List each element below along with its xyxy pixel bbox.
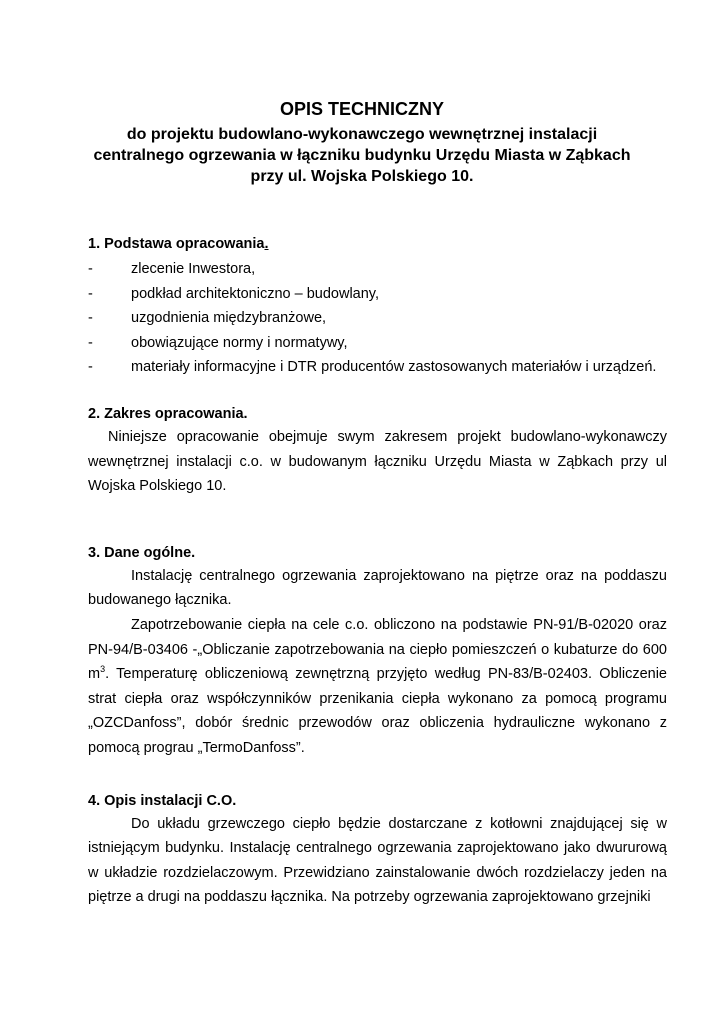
bullet-dash: - [88,334,93,351]
list-item: - uzgodnienia międzybranżowe, [88,306,667,331]
section-4-paragraph: Do układu grzewczego ciepło będzie dostarczane z kotłowni znajdującej się w istniejącym budynku. Instalację centralnego ogrzewania zaprojektowano jako dwururową w układzie rozdzielaczowym. Przewidziano zainstalowanie dwóch rozdzielaczy jeden na piętrze a drugi na poddaszu łącznika. Na potrzeby ogrzewania zaprojektowano grzejniki [88,815,667,906]
section-1-heading: 1. Podstawa opracowania. [88,236,269,252]
bullet-dash: - [88,261,93,277]
document-title: OPIS TECHNICZNY [279,99,444,119]
document-body [88,233,667,910]
bullet-dash: - [88,359,93,376]
section-2-paragraph: Niniejsze opracowanie obejmuje swym zakresem projekt budowlano-wykonawczy wewnętrznej instalacji c.o. w budowanym łączniku Urzędu Miasta w Ząbkach przy ul Wojska Polskiego 10. [88,428,667,495]
superscript: 3 [100,664,106,675]
list-item: - podkład architektoniczno – budowlany, [88,282,667,307]
section-1-list [88,257,667,380]
subtitle-line: centralnego ogrzewania w łączniku budynku Urzędu Miasta w Ząbkach [93,147,631,164]
section-4-heading: 4. Opis instalacji C.O. [88,792,237,809]
section-3-heading: 3. Dane ogólne. [88,544,196,561]
section-2-heading: 2. Zakres opracowania. [88,405,248,422]
subtitle-line: przy ul. Wojska Polskiego 10. [250,168,474,185]
subtitle-line: do projektu budowlano-wykonawczego wewnętrznej instalacji [126,126,598,143]
bullet-dash: - [88,285,93,302]
list-item: - materiały informacyjne i DTR producentów zastosowanych materiałów i urządzeń. [88,355,667,380]
section-3-paragraph-2: Zapotrzebowanie ciepła na cele c.o. obliczono na podstawie PN-91/B-02020 oraz PN-94/B-03406 -„Obliczanie zapotrzebowania na ciepło pomieszczeń o kubaturze do 600 $m^3$. Temperaturę obliczeniową zewnętrzną przyjęto według PN-83/B-02403. Obliczenie strat ciepła oraz współczynników przenikania ciepła wykonano za pomocą programu „OZCDanfoss”, dobór średnic przewodów oraz obliczenia hydrauliczne wykonano z pomocą prograu „TermoDanfoss”. [88,616,667,756]
list-item: - obowiązujące normy i normatywy, [88,331,667,356]
document-subtitle [70,124,654,187]
section-3-paragraph-1: Instalację centralnego ogrzewania zaprojektowano na piętrze oraz na poddaszu budowanego łącznika. [88,567,667,609]
list-item: - zlecenie Inwestora, [88,257,667,282]
bullet-dash: - [88,310,93,327]
